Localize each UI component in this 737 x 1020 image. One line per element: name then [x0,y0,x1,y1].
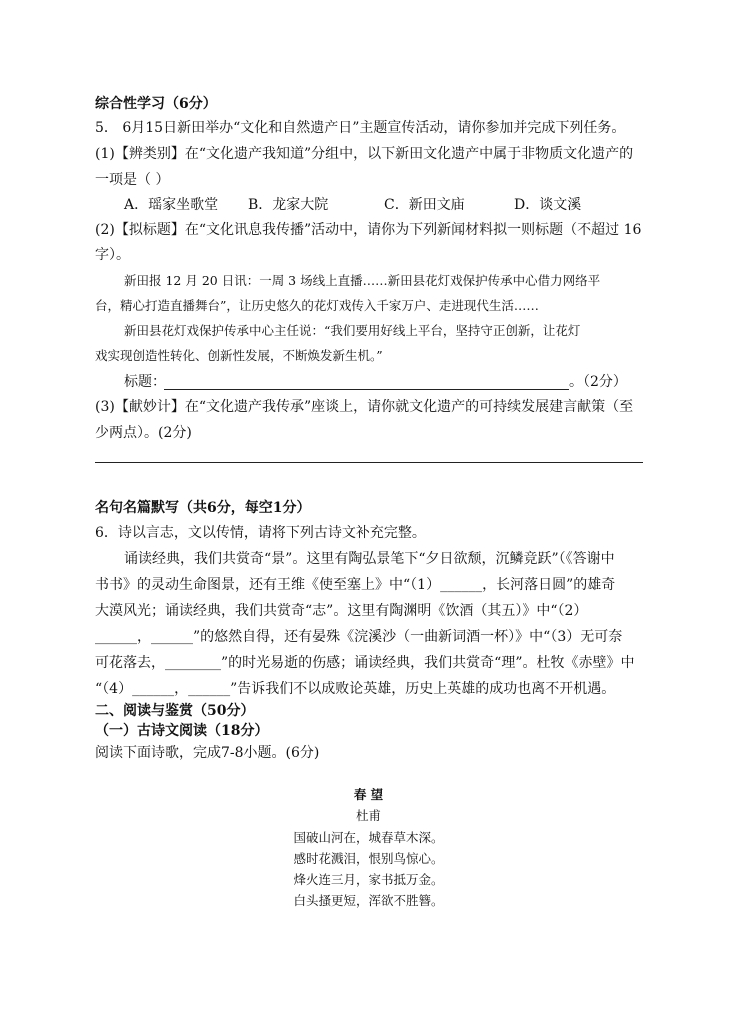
recitation-line-3: 大漠风光；诵读经典，我们共赏奇“志”。这里有陶渊明《饮酒（其五）》中“（2） [95,603,588,619]
question-5-1-text: (1)【辨类别】在“文化遗产我知道”分组中，以下新田文化遗产中属于非物质文化遗产的 [95,146,634,162]
subsection-heading-classical: （一）古诗文阅读（18分） [95,723,269,739]
poem-line: 白头搔更短，浑欲不胜簪。 [293,893,444,908]
question-5-1-text-cont: 一项是（ ） [95,172,170,188]
title-answer-line[interactable] [164,389,569,390]
news-paragraph-1-cont: 台，精心打造直播舞台”，让历史悠久的花灯戏传入千家万户、走进现代生活…… [95,298,539,313]
title-score: 。（2分） [569,374,627,390]
answer-line-5-3[interactable] [95,462,643,463]
recitation-line-2: 书书》的灵动生命图景，还有王维《使至塞上》中“（1）______，长河落日圆”的雄奇 [95,577,616,593]
question-5-3-text-cont: 少两点）。(2分) [95,425,192,441]
recitation-line-4: ______，______”的悠然自得，还有晏殊《浣溪沙（一曲新词酒一杯）》中“（3）无可奈 [95,629,623,645]
question-5-2-text-cont: 字）。 [95,247,130,263]
option-c: C．新田文庙 [384,197,465,213]
option-a: A．瑶家坐歌堂 [124,197,219,213]
poem-author: 杜甫 [355,808,381,823]
question-5-3-text: (3)【献妙计】在“文化遗产我传承”座谈上，请你就文化遗产的可持续发展建言献策（至 [95,399,634,415]
poem-line: 烽火连三月，家书抵万金。 [293,872,444,887]
poem-line: 国破山河在，城春草木深。 [293,830,444,845]
title-label: 标题： [124,374,166,390]
poem-title: 春 望 [353,787,384,802]
section-heading-recitation: 名句名篇默写（共6分，每空1分） [95,500,311,516]
option-d: D．谈文溪 [514,197,582,213]
section-heading-comprehensive: 综合性学习（6分） [95,96,217,112]
poem-line: 感时花溅泪，恨别鸟惊心。 [293,851,444,866]
question-5-stem: 5． 6月15日新田举办“文化和自然遗产日”主题宣传活动，请你参加并完成下列任务。 [95,120,626,136]
question-6-stem: 6．诗以言志，文以传情，请将下列古诗文补充完整。 [95,525,426,541]
option-b: B．龙家大院 [248,197,329,213]
reading-instruction: 阅读下面诗歌，完成7-8小题。(6分) [95,745,320,761]
recitation-line-1: 诵读经典，我们共赏奇“景”。这里有陶弘景笔下“夕日欲颓，沉鳞竞跃”（《答谢中 [124,551,615,567]
news-paragraph-1: 新田报 12 月 20 日讯：一周 3 场线上直播……新田县花灯戏保护传承中心借力网络平 [124,273,601,288]
question-5-2-text: (2)【拟标题】在“文化讯息我传播”活动中，请你为下列新闻材料拟一则标题（不超过 16 [95,222,642,238]
news-paragraph-2: 新田县花灯戏保护传承中心主任说：“我们要用好线上平台，坚持守正创新，让花灯 [124,323,581,338]
section-heading-reading: 二、阅读与鉴赏（50分） [95,703,255,719]
recitation-line-6: “（4）______，______”告诉我们不以成败论英雄，历史上英雄的成功也离不开机遇。 [95,681,616,697]
recitation-line-5: 可花落去，________”的时光易逝的伤感；诵读经典，我们共赏奇“理”。杜牧《赤壁》中 [95,655,635,671]
news-paragraph-2-cont: 戏实现创造性转化、创新性发展，不断焕发新生机。” [95,348,383,363]
